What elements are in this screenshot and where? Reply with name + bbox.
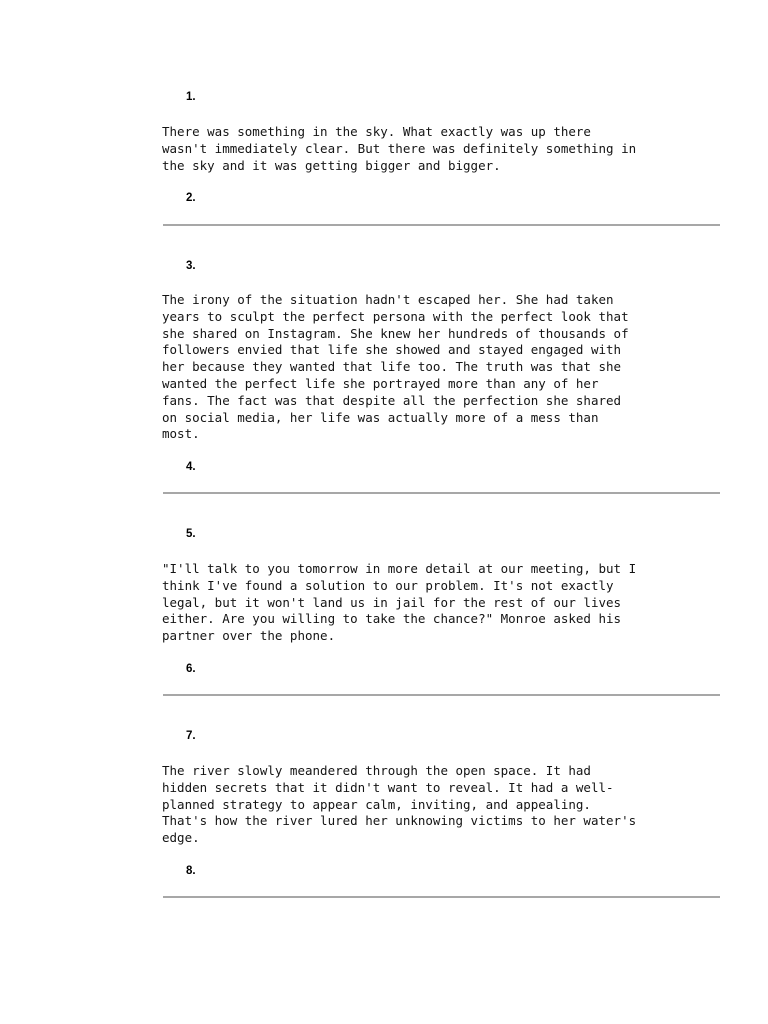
item-number-1: 1. bbox=[186, 91, 196, 103]
item-number-2: 2. bbox=[186, 192, 196, 204]
paragraph-3: The irony of the situation hadn't escaped her. She had taken years to sculpt the perfect persona with the perfect look that she shared on Instagram. She knew her hundreds of thousands of followers envied that life she showed and stayed engaged with her because they wanted that life too. The truth was that she wanted the perfect life she portrayed more than any of her fans. The fact was that despite all the perfection she shared on social media, her life was actually more of a mess than most. bbox=[162, 292, 629, 442]
item-number-8: 8. bbox=[186, 865, 196, 877]
item-number-7: 7. bbox=[186, 730, 196, 742]
item-number-3: 3. bbox=[186, 260, 196, 272]
paragraph-5: "I'll talk to you tomorrow in more detail at our meeting, but I think I've found a solution to our problem. It's not exactly legal, but it won't land us in jail for the rest of our lives either. Are you willing to take the chance?" Monroe asked his partner over the phone. bbox=[162, 561, 637, 644]
paragraph-7: The river slowly meandered through the open space. It had hidden secrets that it didn't want to reveal. It had a well- planned strategy to appear calm, inviting, and appealing. That's how the river lured her unknowing victims to her water's edge. bbox=[162, 763, 637, 846]
divider-1 bbox=[163, 224, 720, 226]
item-number-5: 5. bbox=[186, 528, 196, 540]
divider-3 bbox=[163, 694, 720, 696]
paragraph-1: There was something in the sky. What exactly was up there wasn't immediately clear. But there was definitely something in the sky and it was getting bigger and bigger. bbox=[162, 124, 637, 173]
divider-4 bbox=[163, 896, 720, 898]
divider-2 bbox=[163, 492, 720, 494]
item-number-6: 6. bbox=[186, 663, 196, 675]
item-number-4: 4. bbox=[186, 461, 196, 473]
